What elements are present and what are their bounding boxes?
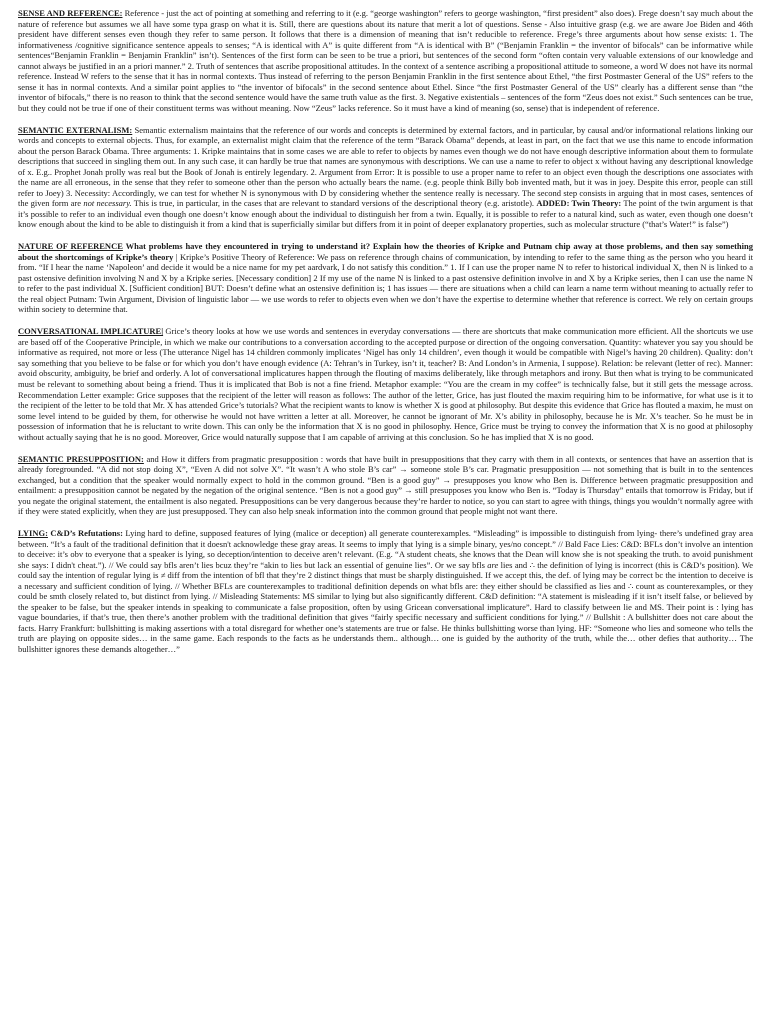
section-subheading: C&D’s Refutations: [47,528,123,539]
section-semantic-presupposition [18,454,753,517]
section-sense-and-reference [18,8,753,113]
section-body: | Kripke’s Positive Theory of Reference: We pass on reference through chains of communication, by intending to refer to the same thing as the person who you heard it from. “If I hear the name ‘Napoleon’ and decide it would be a nice name for my pet aardvark, I do not satisfy this condition.” 1. If I can use the proper name N to refer to historical individual X, then N is linked to a past ostensive definition involving N and X by a Kripke series. [Necessary condition] 2 If my use of the name N is linked to a past ostensive definition involve in and X by a Kripke series, then I can use the name N to refer to the past individual X. [Sufficient condition] BUT: Doesn’t define what an ostensive definition is; 1 has issues — there are situations when a child can learn a name term without meaning to actually refer to the real object Putnam: Twin Argument, Division of linguistic labor — we use words to refer to objects even when we don’t have the expertise to determine whether that reference is correct. We rely on certain groups within society to determine that. [18,251,753,315]
section-body-continued: This is true, in particular, in the cases that are relevant to standard versions of the descriptional theory (e.g. aristotle). [131,198,535,209]
section-subheading: ADDED: Twin Theory: [536,198,622,209]
section-body: Reference - just the act of pointing at something and referring to it (e.g. “george washington” refers to george washington, “first president” also does). Frege doesn’t say much about the nature of reference but assumes we all have some typa grasp on what it is. Still, there are questions about its nature that merit a lot of questions. Sense - Also intuitive grasp (e.g. we are aware Joe Biden and 46th president have different senses even though they refer to same person. It follows that there is a dimension of meaning that isn’t reducible to reference. Frege’s three arguments about how sense exists: 1. The informativeness /cognitive significance sentence appeals to senses; “A is identical with A” is quite different from “A is identical with B” (“Benjamin Franklin = the inventor of bifocals” can be informative while sentences“Benjamin Franklin = Benjamin Franklin” isn’t). Sentences of the first form can be seen to be true a priori, but sentences of the second form “often contain very valuable extensions of our knowledge and cannot always be justified in an a priori manner.” 2. Truth of sentences that ascribe propositional attitudes. In the context of a sentence ascribing a propositional attitude to someone, a word W does not have its normal reference. Instead W refers to the sense that it has in normal contexts. Thus instead of referring to the person Benjamin Franklin in the first sentence about Ethel, “the first Postmaster General of the US” refers to the sense it has in normal contexts. And a similar point applies to “the inventor of bifocals” in the second sentence about Ethel. Since “the first Postmaster General of the US” clearly has a different sense than “the inventor of bifocals,” there is no reason to think that the second sentence would have the same truth value as the first. 3. Negative existentials – sentences of the form “Zeus does not exist.” Such sentences can be true, but they could not be true if one of their constituent terms was without meaning. Now “Zeus” lacks reference. So it must have a kind of meaning (so, sense) that is independent of reference. [18,8,753,113]
section-heading: SEMANTIC EXTERNALISM: [18,124,133,135]
section-emphasis: not necessary. [83,198,132,209]
section-heading: LYING: [18,528,48,539]
section-body: and How it differs from pragmatic presupposition : words that have built in presuppositions that they carry with them in all contexts, or sentences that have an assertion that is already foregrounded. “A did not stop doing X”, “Even A did not solve X”. “It wasn’t A who stole B’s car” → someone stole B’s car. Pragmatic presupposition — not something that is built in to the sentences exchanged, but a condition that the speaker would normally expect to hold in the common ground. “Ben is a good guy” → presupposes you know who Ben is. Difference between pragmatic presupposition and entailment: a presupposition cannot be negated by the negation of the original sentence. “Ben is not a good guy” → still presupposes you know who Ben is. “Today is Thursday” entails that tomorrow is Friday, but if you negate the original statement, the entailment is also negated. Presuppositions can be very dangerous because they’re harder to notice, so you can start to agree with things, things you wouldn’t normally agree with if they were stated explicitly, when they are just presupposed. They can also help sneak information into the common ground that people might not want there. [18,453,753,517]
section-body-tail: The point of the twin argument is that it’s possible to refer to an individual even though one doesn’t know enough about the individual to distinguish her from a twin. Equally, it is possible to refer to a natural kind, such as water, even though one doesn’t know enough about the kind to be able to distinguish it from a kind that is superficially similar but differs from it in point of deeper explanatory properties, such as molecular structure (“that’s Water!” is false”) [18,198,753,230]
section-heading: CONVERSATIONAL IMPLICATURE| [18,326,164,337]
section-body: Grice’s theory looks at how we use words and sentences in everyday conversations — there are shortcuts that make communication more efficient. All the shortcuts we use are based off of the Cooperative Principle, in which we make our contributions to a conversation according to the accepted purpose or direction of the ongoing conversation. Quantity: whatever you say you should be informative as required, not more or less (The utterance Nigel has 14 children commonly implicates ‘Nigel has only 14 children’, even though it would be compatible with Nigel’s having 20 children). Quality: don’t say something that you believe to be false or for which you don’t have enough evidence (A: Tehran’s in Turkey, isn’t it, teacher? B: And London’s in Armenia, I suppose). Relation: be relevant (letter of rec). Manner: avoid obscurity, ambiguity, be brief and orderly. A lot of conversational implicatures happen through the flouting of maxims deliberately, like through metaphors and irony. But then what is trying to be communicated must be relevant to something about being a friend. Thus it is implicated that Bob is not a fine friend. Metaphor example: “You are the cream in my coffee” is technically false, but it still gets the message across. Recommendation Letter example: Grice supposes that the recipient of the letter will reason as follows: The author of the letter, Grice, has just flouted the maxim requiring him to be informative, for what use is it to the recipient of the letter to be told that Mr. X has attended Grice’s tutorials? What the recipient wants to know is whether X is good at philosophy. But despite this evidence that Grice has flouted a maxim, he must on some level intend to be guided by them, for otherwise he would not have written a letter at all. Moreover, he cannot be ignorant of Mr. X’s ability in philosophy, because he is Mr. X’s teacher. So he must be in possession of information that he is reluctant to write down. This can only be the information that X is no good in philosophy. Hence, Grice must be trying to convey the information that X is no good at philosophy without actually saying that he is no good. Moreover, Grice would naturally suppose that I am capable of arriving at this conclusion. So he has implied that X is no good. [18,326,753,442]
section-body: Lying hard to define, supposed features of lying (malice or deception) all generate counterexamples. “Misleading” is impossible to distinguish from lying- there’s undefined gray area between. “It’s a fault of the traditional definition that it doesn't acknowledge these gray areas. It seems to imply that lying is a simple binary, yes/no concept.” // Bald Face Lies: C&D: BFLs don’t involve an intention to deceive: it’s obv to everyone that a speaker is lying, so deception/intention to deceive aren’t relevant. (E.g. “A student cheats, she knows that the Dean will know she is not speaking the truth. to avoid punishment she says: I didn't cheat.”). // We could say bfls aren’t lies bcuz they’re “akin to lies but lack an essential of genuine lies”. Or we say bfls [18,528,753,570]
section-heading: NATURE OF REFERENCE [18,241,123,252]
section-emphasis: are [487,559,499,570]
section-heading: SENSE AND REFERENCE: [18,8,123,18]
section-heading: SEMANTIC PRESUPPOSITION: [18,453,144,464]
section-question: What problems have they encountered in trying to understand it? Explain how the theories of Kripke and Putnam chip away at those problems, and then say something about the shortcomings of Kripke’s theory [18,241,753,262]
section-nature-of-reference [18,241,753,315]
section-body-continued: lies and ∴ the definition of lying is incorrect (this is C&D’s position). We could say the intention of regular lying is ≠ diff from the intention of bfl that they’re 2 distinct things that must be sharply distinguished. If we accept this, the def. of lying may be correct bc the intention to deceive is a necessary and sufficient condition of lying. // Whether BFLs are counterexamples to traditional definition depends on what bfls are: they either should be classified as lies and ∴ count as counterexamples, or they could be smth closely related to, but distinct from lying. // Misleading Statements: MS similar to lying but also significantly different. C&D definition: “A statement is misleading if it isn’t itself false, or believed by the speaker to be false, but the speaker intends in speaking to communicate a false proposition, often by using Gricean conversational implicature”. Hard to classify between lie and MS. Their point is : lying has vague boundaries, if that’s true, then there’s another problem with the traditional definition that gives “fairly specific necessary and sufficient conditions for lying.” // Bullshit : A bullshitter does not care about the facts. Harry Frankfurt: bullshitting is making assertions with a total disregard for whether one’s statements are true or false. He thinks bullshitting worse than lying. HF: “Someone who lies and someone who tells the truth are playing on opposite sides… in the same game. Each responds to the facts as he understands them.. although… one is guided by the authority of the truth, while the… other defies that authority… The bullshitter ignores these demands altogether…” [18,559,753,654]
section-lying [18,528,753,654]
section-conversational-implicature [18,326,753,442]
section-body: Semantic externalism maintains that the reference of our words and concepts is determined by external factors, and in particular, by causal and/or informational relations linking our words and concepts to external objects. Thus, for example, an externalist might claim that the reference of the term “Barack Obama” depends, at least in part, on the fact that we use this name to encode information about the person Barack Obama. Three arguments: 1. Kripke maintains that in some cases we are able to refer to objects by names even though we do not have enough descriptive information about them to formulate descriptions that succeed in singling them out. In any such case, it can hardly be true that names are synonymous with descriptions. We can use a name to refer to object x without having any descriptional knowledge of x. E.g.. Prophet Jonah prolly was real but the Book of Jonah is entirely legendary. 2. Argument from Error: It is possible to use a proper name to refer to an object even though the descriptions one associates with the name are all erroneous, in the sense that they refer to someone other than the person who actually bears the name. (e.g. people think Billy bob invented math, but it was in joey. Despite this error, people can still refer to Joey) 3. Necessity: Accordingly, we can test for whether N is synonymous with D by considering whether the sentence really is necessary. The second step consists in arguing that in most cases, sentences of the given form are [18,124,753,209]
section-semantic-externalism [18,125,753,230]
